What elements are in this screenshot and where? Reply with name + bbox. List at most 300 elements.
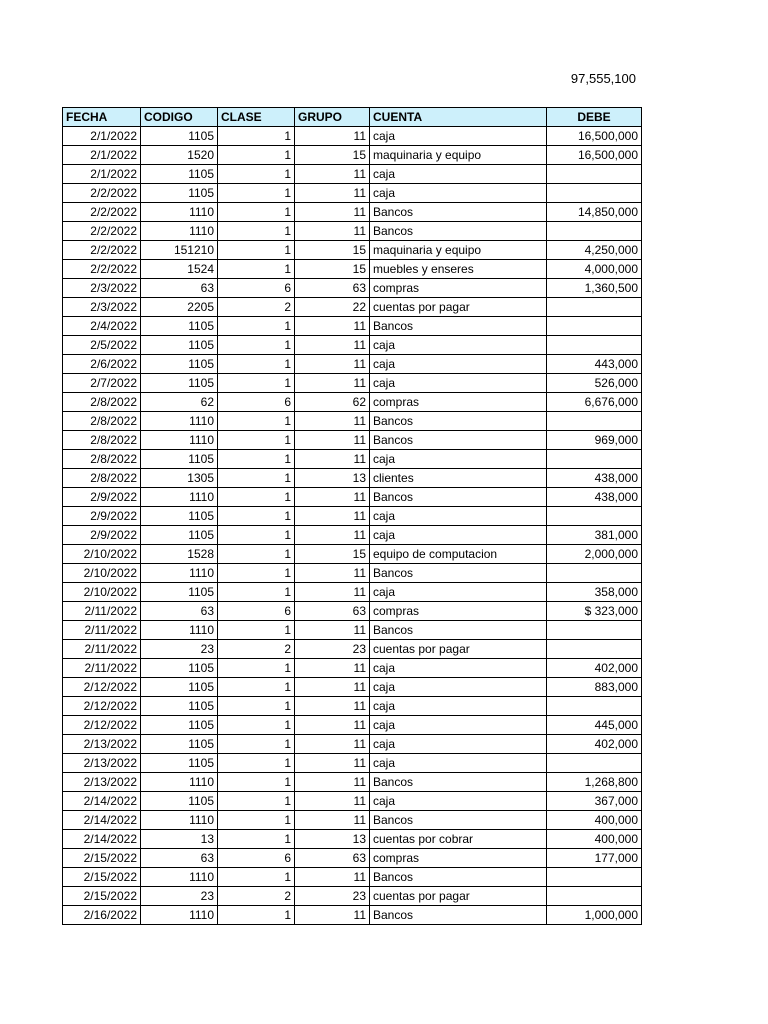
cell-fecha[interactable]: 2/14/2022 — [63, 811, 141, 830]
cell-codigo[interactable]: 1110 — [141, 431, 218, 450]
cell-fecha[interactable]: 2/2/2022 — [63, 184, 141, 203]
cell-debe[interactable]: 4,000,000 — [547, 260, 642, 279]
cell-debe[interactable] — [547, 621, 642, 640]
table-row — [63, 678, 642, 697]
cell-grupo[interactable]: 11 — [295, 564, 370, 583]
cell-debe[interactable]: 402,000 — [547, 735, 642, 754]
cell-codigo[interactable]: 1110 — [141, 488, 218, 507]
cell-fecha[interactable]: 2/12/2022 — [63, 716, 141, 735]
cell-grupo[interactable]: 11 — [295, 621, 370, 640]
cell-debe[interactable]: 1,268,800 — [547, 773, 642, 792]
cell-clase[interactable]: 1 — [218, 374, 295, 393]
cell-fecha[interactable]: 2/13/2022 — [63, 754, 141, 773]
cell-cuenta[interactable]: Bancos — [370, 203, 547, 222]
cell-codigo[interactable]: 1110 — [141, 412, 218, 431]
cell-clase[interactable]: 1 — [218, 317, 295, 336]
cell-cuenta[interactable]: caja — [370, 659, 547, 678]
cell-clase[interactable]: 1 — [218, 583, 295, 602]
table-row — [63, 545, 642, 564]
cell-fecha[interactable]: 2/8/2022 — [63, 450, 141, 469]
cell-cuenta[interactable]: caja — [370, 678, 547, 697]
table-row — [63, 336, 642, 355]
cell-cuenta[interactable]: Bancos — [370, 773, 547, 792]
cell-grupo[interactable]: 11 — [295, 355, 370, 374]
cell-cuenta[interactable]: maquinaria y equipo — [370, 146, 547, 165]
cell-cuenta[interactable]: caja — [370, 583, 547, 602]
cell-clase[interactable]: 1 — [218, 545, 295, 564]
cell-cuenta[interactable]: Bancos — [370, 811, 547, 830]
cell-codigo[interactable]: 23 — [141, 640, 218, 659]
cell-debe[interactable]: 16,500,000 — [547, 127, 642, 146]
cell-clase[interactable]: 6 — [218, 393, 295, 412]
cell-fecha[interactable]: 2/11/2022 — [63, 621, 141, 640]
cell-grupo[interactable]: 11 — [295, 868, 370, 887]
table-row — [63, 583, 642, 602]
cell-codigo[interactable]: 1105 — [141, 735, 218, 754]
cell-debe[interactable]: 14,850,000 — [547, 203, 642, 222]
cell-fecha[interactable]: 2/16/2022 — [63, 906, 141, 925]
cell-codigo[interactable]: 1110 — [141, 811, 218, 830]
table-row — [63, 621, 642, 640]
header-cuenta[interactable]: CUENTA — [370, 108, 547, 127]
cell-codigo[interactable]: 1110 — [141, 564, 218, 583]
cell-clase[interactable]: 1 — [218, 488, 295, 507]
cell-cuenta[interactable]: cuentas por pagar — [370, 640, 547, 659]
cell-grupo[interactable]: 11 — [295, 906, 370, 925]
cell-codigo[interactable]: 1528 — [141, 545, 218, 564]
table-row — [63, 393, 642, 412]
cell-grupo[interactable]: 11 — [295, 127, 370, 146]
cell-cuenta[interactable]: Bancos — [370, 868, 547, 887]
cell-grupo[interactable]: 63 — [295, 849, 370, 868]
cell-cuenta[interactable]: Bancos — [370, 906, 547, 925]
cell-fecha[interactable]: 2/1/2022 — [63, 165, 141, 184]
cell-debe[interactable]: 1,360,500 — [547, 279, 642, 298]
cell-codigo[interactable]: 1105 — [141, 355, 218, 374]
cell-debe[interactable]: 400,000 — [547, 830, 642, 849]
cell-debe[interactable] — [547, 507, 642, 526]
cell-cuenta[interactable]: caja — [370, 336, 547, 355]
cell-cuenta[interactable]: cuentas por cobrar — [370, 830, 547, 849]
cell-cuenta[interactable]: caja — [370, 355, 547, 374]
cell-codigo[interactable]: 1110 — [141, 773, 218, 792]
table-body — [63, 127, 642, 925]
cell-clase[interactable]: 1 — [218, 735, 295, 754]
cell-cuenta[interactable]: maquinaria y equipo — [370, 241, 547, 260]
cell-clase[interactable]: 2 — [218, 640, 295, 659]
cell-fecha[interactable]: 2/9/2022 — [63, 526, 141, 545]
cell-fecha[interactable]: 2/10/2022 — [63, 564, 141, 583]
cell-clase[interactable]: 1 — [218, 697, 295, 716]
cell-clase[interactable]: 1 — [218, 792, 295, 811]
cell-clase[interactable]: 1 — [218, 507, 295, 526]
cell-codigo[interactable]: 1520 — [141, 146, 218, 165]
cell-clase[interactable]: 6 — [218, 849, 295, 868]
cell-cuenta[interactable]: caja — [370, 735, 547, 754]
cell-clase[interactable]: 1 — [218, 659, 295, 678]
cell-clase[interactable]: 1 — [218, 469, 295, 488]
cell-grupo[interactable]: 11 — [295, 450, 370, 469]
cell-clase[interactable]: 1 — [218, 165, 295, 184]
cell-debe[interactable]: 438,000 — [547, 488, 642, 507]
cell-clase[interactable]: 1 — [218, 526, 295, 545]
cell-debe[interactable]: $ 323,000 — [547, 602, 642, 621]
cell-debe[interactable]: 445,000 — [547, 716, 642, 735]
cell-codigo[interactable]: 1105 — [141, 754, 218, 773]
table-row — [63, 165, 642, 184]
cell-grupo[interactable]: 15 — [295, 241, 370, 260]
cell-cuenta[interactable]: Bancos — [370, 317, 547, 336]
cell-debe[interactable] — [547, 868, 642, 887]
cell-codigo[interactable]: 62 — [141, 393, 218, 412]
cell-debe[interactable] — [547, 697, 642, 716]
header-codigo[interactable]: CODIGO — [141, 108, 218, 127]
cell-cuenta[interactable]: compras — [370, 279, 547, 298]
cell-debe[interactable]: 400,000 — [547, 811, 642, 830]
cell-clase[interactable]: 1 — [218, 336, 295, 355]
cell-codigo[interactable]: 13 — [141, 830, 218, 849]
cell-debe[interactable] — [547, 298, 642, 317]
table-row — [63, 222, 642, 241]
cell-fecha[interactable]: 2/12/2022 — [63, 678, 141, 697]
table-row — [63, 146, 642, 165]
cell-cuenta[interactable]: caja — [370, 450, 547, 469]
cell-debe[interactable] — [547, 640, 642, 659]
cell-grupo[interactable]: 11 — [295, 165, 370, 184]
cell-codigo[interactable]: 1105 — [141, 374, 218, 393]
cell-debe[interactable] — [547, 887, 642, 906]
cell-debe[interactable]: 438,000 — [547, 469, 642, 488]
cell-codigo[interactable]: 1524 — [141, 260, 218, 279]
table-row — [63, 317, 642, 336]
cell-clase[interactable]: 1 — [218, 811, 295, 830]
cell-cuenta[interactable]: caja — [370, 526, 547, 545]
cell-clase[interactable]: 1 — [218, 127, 295, 146]
table-row — [63, 184, 642, 203]
cell-fecha[interactable]: 2/15/2022 — [63, 887, 141, 906]
cell-fecha[interactable]: 2/13/2022 — [63, 735, 141, 754]
cell-grupo[interactable]: 11 — [295, 735, 370, 754]
cell-codigo[interactable]: 63 — [141, 849, 218, 868]
cell-debe[interactable]: 4,250,000 — [547, 241, 642, 260]
cell-debe[interactable] — [547, 184, 642, 203]
cell-clase[interactable]: 1 — [218, 146, 295, 165]
cell-fecha[interactable]: 2/9/2022 — [63, 507, 141, 526]
cell-debe[interactable]: 367,000 — [547, 792, 642, 811]
table-row — [63, 127, 642, 146]
cell-codigo[interactable]: 1105 — [141, 526, 218, 545]
cell-fecha[interactable]: 2/2/2022 — [63, 203, 141, 222]
table-row — [63, 640, 642, 659]
cell-codigo[interactable]: 151210 — [141, 241, 218, 260]
cell-codigo[interactable]: 1105 — [141, 184, 218, 203]
cell-cuenta[interactable]: caja — [370, 127, 547, 146]
cell-grupo[interactable]: 11 — [295, 374, 370, 393]
cell-clase[interactable]: 1 — [218, 678, 295, 697]
cell-grupo[interactable]: 63 — [295, 602, 370, 621]
table-row — [63, 241, 642, 260]
cell-fecha[interactable]: 2/2/2022 — [63, 241, 141, 260]
cell-clase[interactable]: 2 — [218, 298, 295, 317]
cell-grupo[interactable]: 11 — [295, 431, 370, 450]
table-row — [63, 697, 642, 716]
cell-debe[interactable]: 526,000 — [547, 374, 642, 393]
cell-cuenta[interactable]: caja — [370, 165, 547, 184]
cell-fecha[interactable]: 2/4/2022 — [63, 317, 141, 336]
cell-fecha[interactable]: 2/8/2022 — [63, 393, 141, 412]
cell-clase[interactable]: 1 — [218, 203, 295, 222]
cell-debe[interactable] — [547, 317, 642, 336]
cell-fecha[interactable]: 2/8/2022 — [63, 412, 141, 431]
table-row — [63, 906, 642, 925]
cell-debe[interactable] — [547, 222, 642, 241]
header-fecha[interactable]: FECHA — [63, 108, 141, 127]
cell-grupo[interactable]: 15 — [295, 260, 370, 279]
cell-debe[interactable]: 358,000 — [547, 583, 642, 602]
cell-fecha[interactable]: 2/11/2022 — [63, 602, 141, 621]
cell-clase[interactable]: 1 — [218, 621, 295, 640]
cell-codigo[interactable]: 23 — [141, 887, 218, 906]
cell-clase[interactable]: 6 — [218, 602, 295, 621]
cell-codigo[interactable]: 1110 — [141, 621, 218, 640]
cell-clase[interactable]: 1 — [218, 716, 295, 735]
cell-fecha[interactable]: 2/1/2022 — [63, 127, 141, 146]
cell-grupo[interactable]: 11 — [295, 317, 370, 336]
cell-codigo[interactable]: 1105 — [141, 165, 218, 184]
cell-cuenta[interactable]: muebles y enseres — [370, 260, 547, 279]
cell-cuenta[interactable]: Bancos — [370, 222, 547, 241]
cell-clase[interactable]: 1 — [218, 773, 295, 792]
cell-grupo[interactable]: 23 — [295, 887, 370, 906]
cell-codigo[interactable]: 1110 — [141, 203, 218, 222]
table-row — [63, 279, 642, 298]
table-row — [63, 887, 642, 906]
cell-cuenta[interactable]: caja — [370, 374, 547, 393]
cell-debe[interactable]: 883,000 — [547, 678, 642, 697]
table-row — [63, 735, 642, 754]
table-row — [63, 203, 642, 222]
cell-clase[interactable]: 1 — [218, 564, 295, 583]
header-grupo[interactable]: GRUPO — [295, 108, 370, 127]
cell-cuenta[interactable]: Bancos — [370, 488, 547, 507]
cell-cuenta[interactable]: caja — [370, 716, 547, 735]
cell-fecha[interactable]: 2/8/2022 — [63, 431, 141, 450]
cell-fecha[interactable]: 2/8/2022 — [63, 469, 141, 488]
cell-debe[interactable]: 6,676,000 — [547, 393, 642, 412]
cell-cuenta[interactable]: clientes — [370, 469, 547, 488]
table-row — [63, 450, 642, 469]
header-clase[interactable]: CLASE — [218, 108, 295, 127]
cell-grupo[interactable]: 11 — [295, 773, 370, 792]
cell-grupo[interactable]: 11 — [295, 754, 370, 773]
cell-debe[interactable]: 1,000,000 — [547, 906, 642, 925]
table-row — [63, 469, 642, 488]
cell-codigo[interactable]: 63 — [141, 602, 218, 621]
cell-clase[interactable]: 1 — [218, 906, 295, 925]
cell-codigo[interactable]: 1110 — [141, 906, 218, 925]
cell-debe[interactable]: 402,000 — [547, 659, 642, 678]
cell-codigo[interactable]: 1105 — [141, 127, 218, 146]
cell-grupo[interactable]: 13 — [295, 830, 370, 849]
cell-fecha[interactable]: 2/15/2022 — [63, 868, 141, 887]
cell-debe[interactable] — [547, 450, 642, 469]
cell-grupo[interactable]: 13 — [295, 469, 370, 488]
cell-cuenta[interactable]: cuentas por pagar — [370, 887, 547, 906]
cell-cuenta[interactable]: cuentas por pagar — [370, 298, 547, 317]
cell-clase[interactable]: 1 — [218, 241, 295, 260]
cell-fecha[interactable]: 2/12/2022 — [63, 697, 141, 716]
cell-clase[interactable]: 1 — [218, 260, 295, 279]
cell-cuenta[interactable]: caja — [370, 507, 547, 526]
cell-grupo[interactable]: 11 — [295, 336, 370, 355]
cell-fecha[interactable]: 2/2/2022 — [63, 260, 141, 279]
cell-grupo[interactable]: 11 — [295, 507, 370, 526]
table-row — [63, 716, 642, 735]
cell-cuenta[interactable]: Bancos — [370, 431, 547, 450]
cell-grupo[interactable]: 11 — [295, 184, 370, 203]
cell-fecha[interactable]: 2/9/2022 — [63, 488, 141, 507]
cell-fecha[interactable]: 2/10/2022 — [63, 583, 141, 602]
cell-cuenta[interactable]: caja — [370, 184, 547, 203]
cell-cuenta[interactable]: compras — [370, 602, 547, 621]
cell-codigo[interactable]: 1110 — [141, 222, 218, 241]
cell-cuenta[interactable]: Bancos — [370, 412, 547, 431]
cell-fecha[interactable]: 2/10/2022 — [63, 545, 141, 564]
cell-grupo[interactable]: 15 — [295, 146, 370, 165]
cell-codigo[interactable]: 63 — [141, 279, 218, 298]
table-row — [63, 374, 642, 393]
cell-codigo[interactable]: 1105 — [141, 792, 218, 811]
cell-codigo[interactable]: 1105 — [141, 697, 218, 716]
cell-grupo[interactable]: 11 — [295, 526, 370, 545]
cell-grupo[interactable]: 62 — [295, 393, 370, 412]
cell-clase[interactable]: 1 — [218, 450, 295, 469]
table-row — [63, 830, 642, 849]
cell-fecha[interactable]: 2/5/2022 — [63, 336, 141, 355]
cell-debe[interactable] — [547, 336, 642, 355]
cell-clase[interactable]: 2 — [218, 887, 295, 906]
cell-cuenta[interactable]: compras — [370, 849, 547, 868]
cell-grupo[interactable]: 11 — [295, 811, 370, 830]
cell-grupo[interactable]: 11 — [295, 222, 370, 241]
cell-codigo[interactable]: 1105 — [141, 317, 218, 336]
cell-codigo[interactable]: 1105 — [141, 678, 218, 697]
cell-clase[interactable]: 1 — [218, 754, 295, 773]
cell-fecha[interactable]: 2/2/2022 — [63, 222, 141, 241]
table-row — [63, 773, 642, 792]
cell-debe[interactable]: 381,000 — [547, 526, 642, 545]
cell-cuenta[interactable]: Bancos — [370, 621, 547, 640]
cell-cuenta[interactable]: caja — [370, 697, 547, 716]
cell-fecha[interactable]: 2/3/2022 — [63, 298, 141, 317]
cell-grupo[interactable]: 11 — [295, 697, 370, 716]
cell-codigo[interactable]: 1105 — [141, 659, 218, 678]
table-row — [63, 488, 642, 507]
cell-grupo[interactable]: 11 — [295, 488, 370, 507]
cell-debe[interactable] — [547, 412, 642, 431]
cell-codigo[interactable]: 2205 — [141, 298, 218, 317]
cell-grupo[interactable]: 23 — [295, 640, 370, 659]
cell-fecha[interactable]: 2/7/2022 — [63, 374, 141, 393]
table-row — [63, 507, 642, 526]
cell-clase[interactable]: 1 — [218, 868, 295, 887]
cell-clase[interactable]: 6 — [218, 279, 295, 298]
cell-grupo[interactable]: 63 — [295, 279, 370, 298]
cell-grupo[interactable]: 22 — [295, 298, 370, 317]
cell-debe[interactable]: 177,000 — [547, 849, 642, 868]
cell-grupo[interactable]: 11 — [295, 412, 370, 431]
cell-clase[interactable]: 1 — [218, 355, 295, 374]
cell-codigo[interactable]: 1110 — [141, 868, 218, 887]
table-row — [63, 849, 642, 868]
cell-cuenta[interactable]: Bancos — [370, 564, 547, 583]
cell-cuenta[interactable]: equipo de computacion — [370, 545, 547, 564]
table-row — [63, 564, 642, 583]
cell-grupo[interactable]: 15 — [295, 545, 370, 564]
cell-fecha[interactable]: 2/14/2022 — [63, 792, 141, 811]
ledger-table — [62, 107, 642, 925]
cell-fecha[interactable]: 2/15/2022 — [63, 849, 141, 868]
cell-cuenta[interactable]: compras — [370, 393, 547, 412]
cell-clase[interactable]: 1 — [218, 184, 295, 203]
cell-debe[interactable]: 2,000,000 — [547, 545, 642, 564]
cell-fecha[interactable]: 2/11/2022 — [63, 640, 141, 659]
table-header — [63, 108, 642, 127]
cell-fecha[interactable]: 2/6/2022 — [63, 355, 141, 374]
cell-fecha[interactable]: 2/13/2022 — [63, 773, 141, 792]
cell-fecha[interactable]: 2/14/2022 — [63, 830, 141, 849]
header-row — [63, 108, 642, 127]
cell-codigo[interactable]: 1105 — [141, 507, 218, 526]
cell-grupo[interactable]: 11 — [295, 716, 370, 735]
cell-cuenta[interactable]: caja — [370, 792, 547, 811]
cell-codigo[interactable]: 1105 — [141, 583, 218, 602]
table-row — [63, 868, 642, 887]
table-row — [63, 811, 642, 830]
cell-debe[interactable]: 969,000 — [547, 431, 642, 450]
table-row — [63, 659, 642, 678]
cell-grupo[interactable]: 11 — [295, 583, 370, 602]
cell-grupo[interactable]: 11 — [295, 792, 370, 811]
cell-clase[interactable]: 1 — [218, 431, 295, 450]
cell-fecha[interactable]: 2/11/2022 — [63, 659, 141, 678]
cell-codigo[interactable]: 1305 — [141, 469, 218, 488]
cell-debe[interactable]: 16,500,000 — [547, 146, 642, 165]
table-row — [63, 355, 642, 374]
cell-debe[interactable] — [547, 564, 642, 583]
cell-debe[interactable]: 443,000 — [547, 355, 642, 374]
table-row — [63, 602, 642, 621]
cell-fecha[interactable]: 2/1/2022 — [63, 146, 141, 165]
cell-clase[interactable]: 1 — [218, 412, 295, 431]
cell-debe[interactable] — [547, 754, 642, 773]
cell-codigo[interactable]: 1105 — [141, 336, 218, 355]
table-row — [63, 792, 642, 811]
cell-debe[interactable] — [547, 165, 642, 184]
table-row — [63, 260, 642, 279]
cell-grupo[interactable]: 11 — [295, 678, 370, 697]
header-debe[interactable]: DEBE — [547, 108, 642, 127]
cell-cuenta[interactable]: caja — [370, 754, 547, 773]
cell-codigo[interactable]: 1105 — [141, 716, 218, 735]
cell-clase[interactable]: 1 — [218, 222, 295, 241]
cell-clase[interactable]: 1 — [218, 830, 295, 849]
cell-grupo[interactable]: 11 — [295, 203, 370, 222]
table-row — [63, 412, 642, 431]
cell-grupo[interactable]: 11 — [295, 659, 370, 678]
cell-codigo[interactable]: 1105 — [141, 450, 218, 469]
cell-fecha[interactable]: 2/3/2022 — [63, 279, 141, 298]
